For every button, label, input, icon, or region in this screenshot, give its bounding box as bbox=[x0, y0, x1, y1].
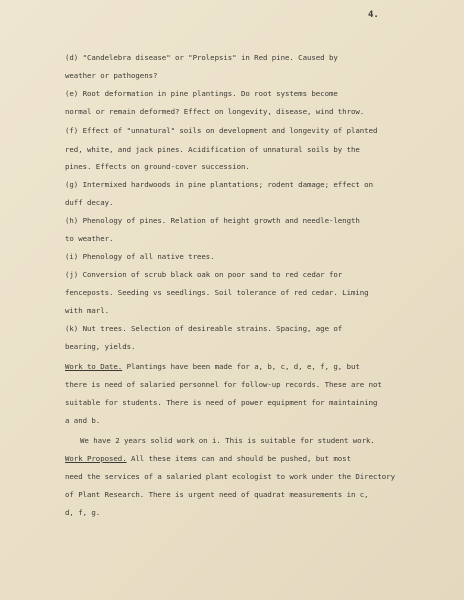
item-h-line-2: to weather. bbox=[65, 234, 114, 243]
item-h-line-1: (h) Phenology of pines. Relation of height growth and needle-length bbox=[65, 216, 360, 225]
work-proposed-heading: Work Proposed. bbox=[65, 454, 127, 463]
work-to-date-text-1: Plantings have been made for a, b, c, d, e, f, g, but bbox=[122, 362, 360, 371]
item-d-line-2: weather or pathogens? bbox=[65, 71, 158, 80]
work-proposed-line-1 bbox=[65, 454, 351, 464]
item-e-line-2: normal or remain deformed? Effect on longevity, disease, wind throw. bbox=[65, 107, 365, 116]
work-to-date-line-1 bbox=[65, 362, 360, 372]
item-k-line-2: bearing, yields. bbox=[65, 342, 136, 351]
work-proposed-text-1: All these items can and should be pushed, but most bbox=[126, 454, 351, 463]
work-proposed-line-4: d, f, g. bbox=[65, 508, 101, 517]
item-j-line-3: with marl. bbox=[65, 306, 109, 315]
item-j-line-1: (j) Conversion of scrub black oak on poor sand to red cedar for bbox=[65, 270, 343, 279]
page-number: 4. bbox=[368, 10, 379, 20]
item-k-line-1: (k) Nut trees. Selection of desireable strains. Spacing, age of bbox=[65, 324, 343, 333]
item-f-line-1: (f) Effect of "unnatural" soils on development and longevity of planted bbox=[65, 126, 378, 135]
item-f-line-3: pines. Effects on ground-cover succession. bbox=[65, 162, 250, 171]
student-work-line: We have 2 years solid work on i. This is suitable for student work. bbox=[80, 436, 375, 445]
work-proposed-line-3: of Plant Research. There is urgent need of quadrat measurements in c, bbox=[65, 490, 369, 499]
work-to-date-line-4: a and b. bbox=[65, 416, 101, 425]
work-to-date-line-3: suitable for students. There is need of power equipment for maintaining bbox=[65, 398, 378, 407]
item-d-line-1: (d) "Candelebra disease" or "Prolepsis" in Red pine. Caused by bbox=[65, 53, 338, 62]
item-g-line-2: duff decay. bbox=[65, 198, 114, 207]
item-j-line-2: fenceposts. Seeding vs seedlings. Soil tolerance of red cedar. Liming bbox=[65, 288, 369, 297]
item-i-line: (i) Phenology of all native trees. bbox=[65, 252, 215, 261]
item-f-line-2: red, white, and jack pines. Acidification of unnatural soils by the bbox=[65, 145, 360, 154]
item-e-line-1: (e) Root deformation in pine plantings. Do root systems become bbox=[65, 89, 338, 98]
work-to-date-heading: Work to Date. bbox=[65, 362, 123, 371]
work-proposed-line-2: need the services of a salaried plant ecologist to work under the Directory bbox=[65, 472, 395, 481]
work-to-date-line-2: there is need of salaried personnel for follow-up records. These are not bbox=[65, 380, 382, 389]
item-g-line-1: (g) Intermixed hardwoods in pine plantations; rodent damage; effect on bbox=[65, 180, 373, 189]
